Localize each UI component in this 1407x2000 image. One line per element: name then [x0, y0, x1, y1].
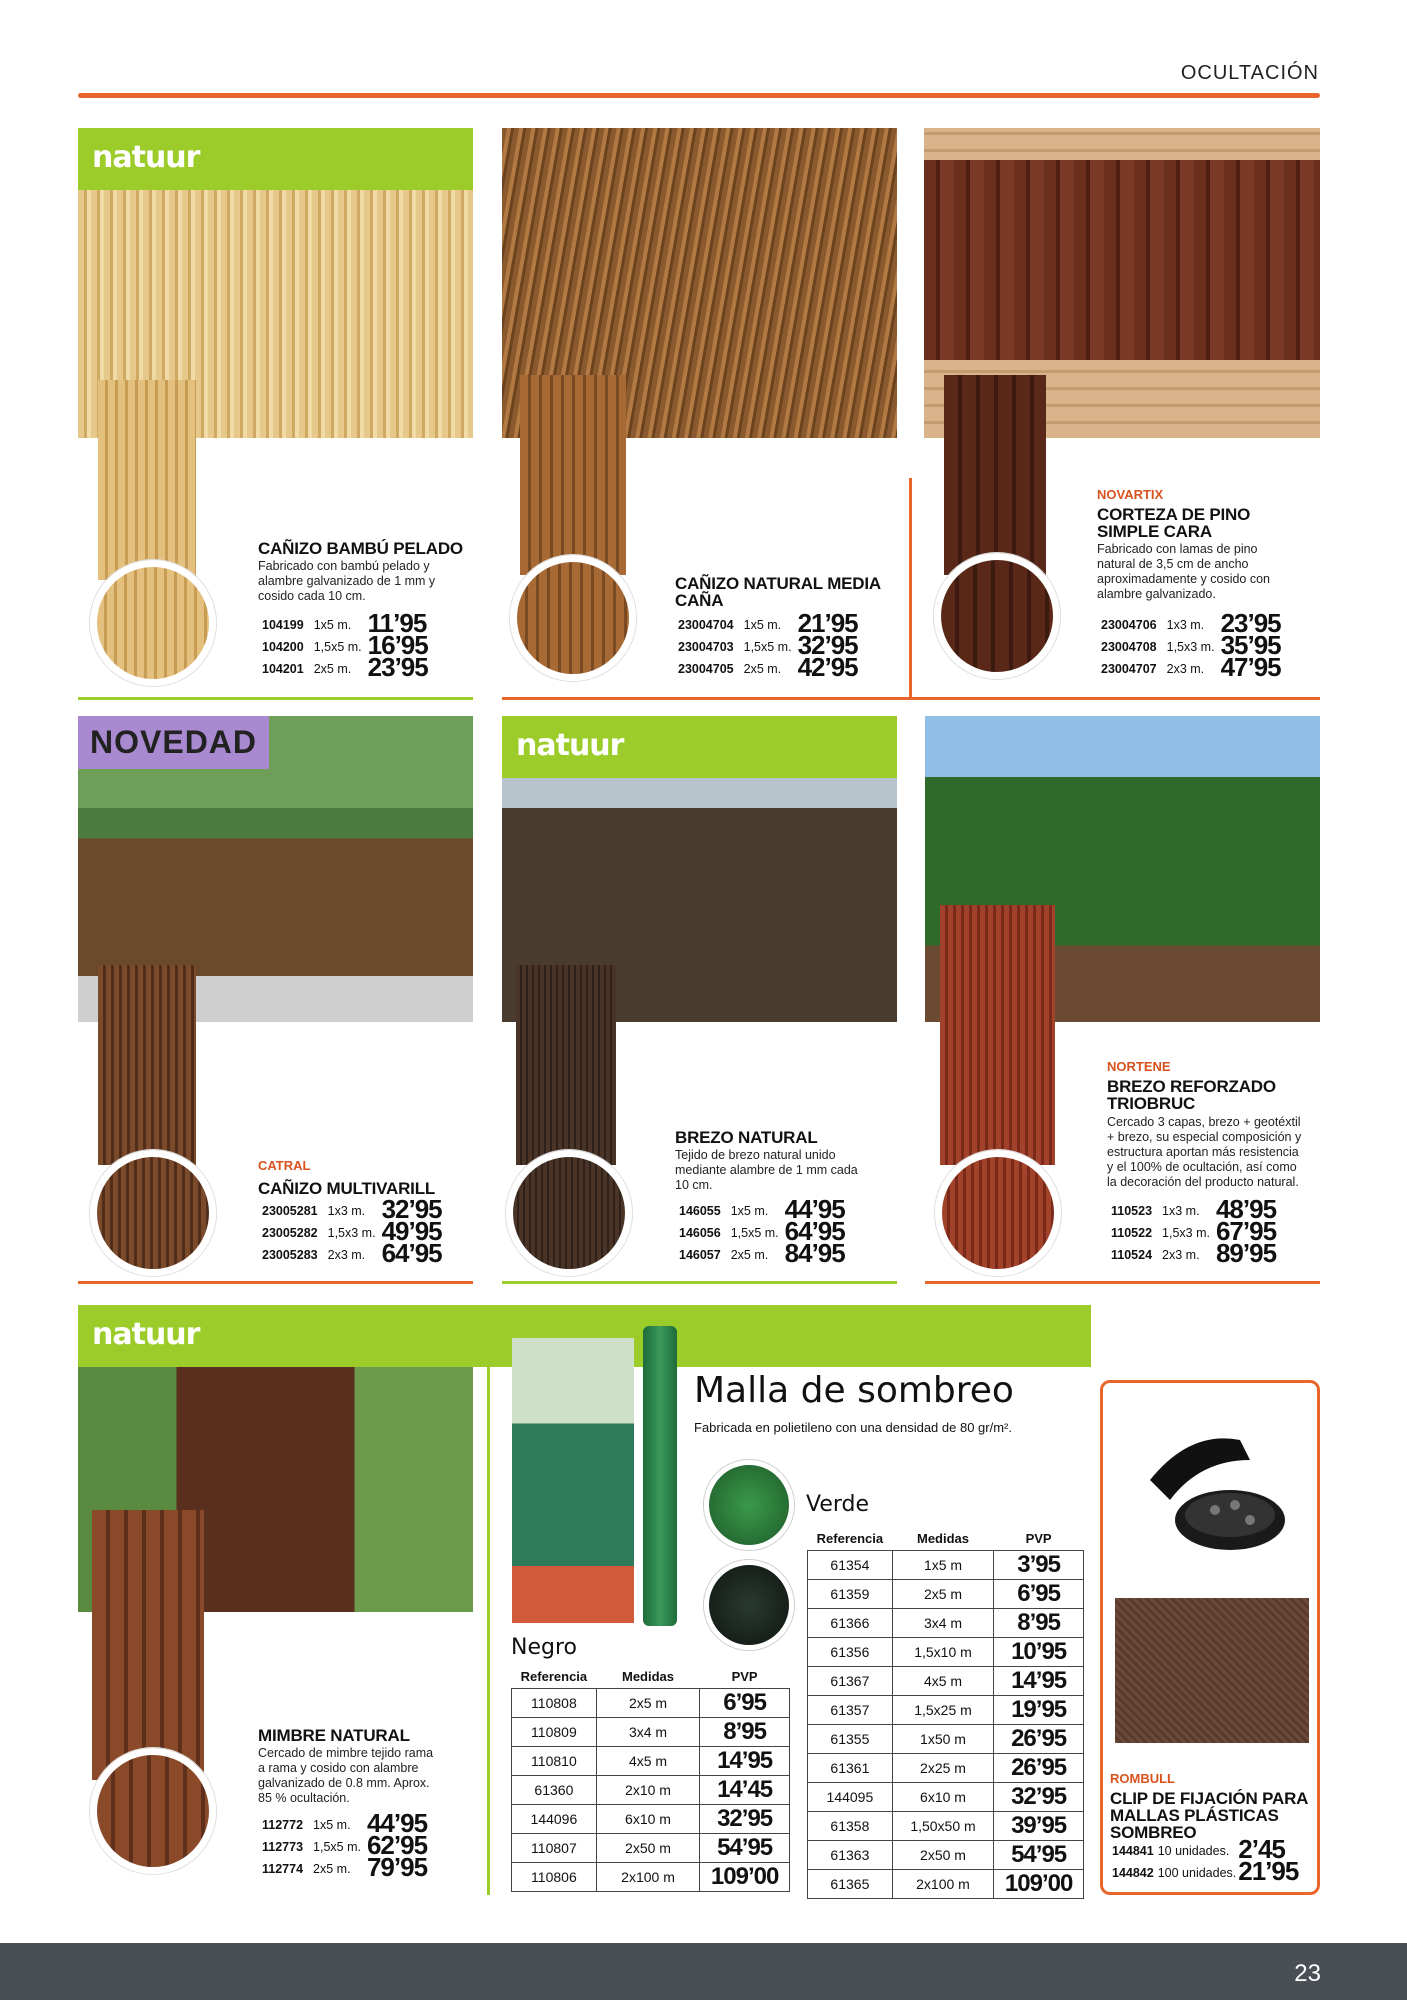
desc-line: 85 % ocultación.: [258, 1791, 350, 1805]
price: 67’95: [1215, 1216, 1277, 1246]
desc-line: aproximadamente y cosido con: [1097, 572, 1271, 586]
size: 1x5 m.: [313, 618, 352, 632]
ref: 146056: [679, 1226, 721, 1240]
maker-label: ROMBULL: [1110, 1771, 1175, 1786]
cell-ref: 61365: [808, 1869, 893, 1898]
natuur-logo: natuur: [516, 728, 624, 763]
cell-ref: 61363: [808, 1840, 893, 1869]
divider: [925, 1281, 1320, 1284]
ref: 23005282: [262, 1226, 318, 1240]
cell-size: 4x5 m: [596, 1746, 699, 1775]
col-header: Referencia: [520, 1669, 588, 1685]
cell-size: 1,5x25 m: [892, 1695, 993, 1724]
maker-label: NORTENE: [1107, 1059, 1171, 1074]
cell-size: 3x4 m: [596, 1717, 699, 1746]
price: 32’95: [381, 1194, 442, 1224]
col-header: Medidas: [622, 1669, 675, 1685]
texture-swatch: [90, 1150, 216, 1276]
ref: 144842: [1112, 1866, 1154, 1880]
cell-ref: 61358: [808, 1811, 893, 1840]
price: 44’95: [784, 1194, 845, 1224]
roll-image: [520, 375, 626, 575]
price: 11’95: [367, 608, 427, 638]
ref: 104200: [262, 640, 304, 654]
price: 84’95: [784, 1238, 845, 1268]
cell-pvp: 32’95: [994, 1782, 1084, 1811]
price-table: [262, 608, 428, 682]
texture-swatch: [90, 560, 216, 686]
price: 16’95: [367, 630, 428, 660]
price-table: [1112, 1834, 1299, 1886]
roll-image: [98, 965, 196, 1165]
divider: [78, 697, 473, 700]
cell-ref: 61367: [808, 1666, 893, 1695]
desc-line: Fabricado con bambú pelado y: [258, 559, 430, 573]
table-row: [808, 1608, 1084, 1637]
desc-line: estructura aportan más resistencia: [1107, 1145, 1299, 1159]
table-row: [808, 1724, 1084, 1753]
cell-pvp: 6’95: [700, 1688, 790, 1717]
table-row: [808, 1782, 1084, 1811]
table-row: [512, 1775, 790, 1804]
cell-ref: 110809: [512, 1717, 597, 1746]
ref: 23004707: [1101, 662, 1157, 676]
cell-ref: 110806: [512, 1862, 597, 1891]
verde-table: [807, 1528, 1084, 1899]
table-header: [512, 1666, 790, 1688]
cell-size: 1,50x50 m: [892, 1811, 993, 1840]
natuur-logo: natuur: [92, 1317, 200, 1352]
price: 42’95: [797, 652, 858, 682]
table-row: [808, 1840, 1084, 1869]
cell-ref: 110810: [512, 1746, 597, 1775]
size: 1x5 m.: [313, 1818, 351, 1832]
price-table: [262, 1808, 428, 1882]
price-row: [1112, 1860, 1298, 1882]
size: 2x3 m.: [327, 1248, 366, 1262]
size: 1,5x5 m.: [730, 1226, 779, 1240]
table-row: [808, 1869, 1084, 1898]
ref: 23004706: [1101, 618, 1157, 632]
col-header: Medidas: [916, 1531, 969, 1547]
price: 21’95: [797, 608, 858, 638]
verde-label: Verde: [806, 1492, 870, 1517]
price-table: [1111, 1194, 1277, 1268]
cell-pvp: 32’95: [700, 1804, 790, 1833]
cell-ref: 61361: [808, 1753, 893, 1782]
cell-pvp: 26’95: [994, 1753, 1084, 1782]
desc-line: 10 cm.: [675, 1178, 713, 1192]
price: 2’45: [1238, 1834, 1285, 1864]
cell-size: 2x50 m: [596, 1833, 699, 1862]
cell-size: 1,5x10 m: [892, 1637, 993, 1666]
section-title: OCULTACIÓN: [1180, 62, 1319, 84]
ref: 144841: [1112, 1844, 1154, 1858]
table-row: [808, 1811, 1084, 1840]
negro-label: Negro: [511, 1635, 577, 1660]
price: 32’95: [797, 630, 858, 660]
product-desc: [258, 559, 468, 604]
table-row: [512, 1804, 790, 1833]
ref: 110524: [1111, 1248, 1153, 1262]
cell-ref: 61354: [808, 1550, 893, 1579]
size: 10 unidades.: [1157, 1844, 1230, 1858]
cell-size: 2x50 m: [892, 1840, 993, 1869]
cell-pvp: 19’95: [994, 1695, 1084, 1724]
price: 49’95: [381, 1216, 442, 1246]
cell-pvp: 3’95: [994, 1550, 1084, 1579]
maker-label: NOVARTIX: [1097, 487, 1164, 502]
table-row: [808, 1579, 1084, 1608]
size: 1x3 m.: [1162, 1204, 1200, 1218]
cell-size: 2x25 m: [892, 1753, 993, 1782]
cell-pvp: 109’00: [994, 1869, 1084, 1898]
desc-line: natural de 3,5 cm de ancho: [1097, 557, 1249, 571]
table-row: [808, 1753, 1084, 1782]
desc-line: a rama y cosido con alambre: [258, 1761, 419, 1775]
texture-swatch: [935, 1150, 1061, 1276]
roll-image: [92, 1510, 204, 1780]
ref: 23005281: [262, 1204, 318, 1218]
desc-line: Cercado 3 capas, brezo + geotéxtil: [1107, 1115, 1301, 1129]
product-title: BREZO REFORZADO TRIOBRUC: [1107, 1077, 1276, 1113]
texture-swatch: [934, 553, 1060, 679]
size: 1,5x5 m.: [313, 640, 362, 654]
roll-image: [944, 375, 1046, 575]
product-desc: [1107, 1115, 1322, 1190]
cell-pvp: 109’00: [700, 1862, 790, 1891]
roll-image: [940, 905, 1055, 1165]
desc-line: la decoración del producto natural.: [1107, 1175, 1299, 1189]
price-row: [262, 656, 428, 678]
price: 23’95: [367, 652, 428, 682]
size: 1,5x5 m.: [743, 640, 792, 654]
table-row: [512, 1862, 790, 1891]
cell-pvp: 54’95: [994, 1840, 1084, 1869]
product-title: CORTEZA DE PINO SIMPLE CARA: [1097, 505, 1251, 541]
cell-size: 2x100 m: [596, 1862, 699, 1891]
size: 1x3 m.: [1166, 618, 1205, 632]
divider: [502, 697, 1320, 700]
clip-icon: [1130, 1420, 1290, 1570]
natuur-logo: natuur: [92, 140, 200, 175]
cell-pvp: 26’95: [994, 1724, 1084, 1753]
table-row: [808, 1666, 1084, 1695]
size: 1,5x3 m.: [327, 1226, 376, 1240]
maker-label: CATRAL: [258, 1158, 311, 1173]
cell-pvp: 14’95: [994, 1666, 1084, 1695]
ref: 23005283: [262, 1248, 318, 1262]
desc-line: mediante alambre de 1 mm cada: [675, 1163, 858, 1177]
product-title: CLIP DE FIJACIÓN PARA MALLAS PLÁSTICAS SOMBREO: [1110, 1789, 1308, 1842]
price: 47’95: [1220, 652, 1281, 682]
size: 2x3 m.: [1162, 1248, 1200, 1262]
divider: [909, 478, 912, 698]
roll-image: [516, 965, 616, 1165]
price-table: [679, 1194, 845, 1268]
desc-line: Tejido de brezo natural unido: [675, 1148, 836, 1162]
desc-line: y el 100% de ocultación, así como: [1107, 1160, 1297, 1174]
price-row: [679, 1242, 845, 1264]
divider: [78, 1281, 473, 1284]
cell-ref: 61356: [808, 1637, 893, 1666]
cell-size: 2x100 m: [892, 1869, 993, 1898]
size: 2x3 m.: [1166, 662, 1205, 676]
size: 2x5 m.: [313, 662, 352, 676]
cell-size: 2x5 m: [892, 1579, 993, 1608]
novedad-badge: NOVEDAD: [78, 716, 269, 769]
table-row: [512, 1833, 790, 1862]
ref: 112772: [262, 1818, 304, 1832]
natuur-banner: [502, 716, 897, 778]
roll-image: [98, 380, 196, 580]
price: 48’95: [1215, 1194, 1277, 1224]
cell-size: 2x10 m: [596, 1775, 699, 1804]
divider: [487, 1367, 490, 1895]
texture-swatch: [506, 1150, 632, 1276]
table-header: [808, 1528, 1084, 1550]
cell-pvp: 14’95: [700, 1746, 790, 1775]
black-swatch: [704, 1560, 794, 1650]
cell-pvp: 39’95: [994, 1811, 1084, 1840]
size: 1,5x3 m.: [1166, 640, 1215, 654]
cell-ref: 61366: [808, 1608, 893, 1637]
desc-line: alambre galvanizado de 1 mm y: [258, 574, 436, 588]
price: 35’95: [1220, 630, 1281, 660]
cell-pvp: 8’95: [700, 1717, 790, 1746]
cell-pvp: 6’95: [994, 1579, 1084, 1608]
ref: 146055: [679, 1204, 721, 1218]
ref: 110522: [1111, 1226, 1153, 1240]
table-row: [808, 1695, 1084, 1724]
size: 1x3 m.: [327, 1204, 366, 1218]
product-title: MIMBRE NATURAL: [258, 1726, 410, 1745]
col-header: Referencia: [816, 1531, 884, 1547]
desc-line: Cercado de mimbre tejido rama: [258, 1746, 434, 1760]
col-header: PVP: [731, 1669, 758, 1685]
ref: 23004704: [678, 618, 734, 632]
product-desc: [1097, 542, 1307, 602]
cell-pvp: 54’95: [700, 1833, 790, 1862]
price: 21’95: [1238, 1856, 1299, 1886]
price-row: [262, 1856, 427, 1878]
cell-ref: 144095: [808, 1782, 893, 1811]
price-table: [262, 1194, 442, 1268]
ref: 104199: [262, 618, 304, 632]
header-rule: [78, 93, 1320, 98]
texture-swatch: [510, 555, 636, 681]
product-title: CAÑIZO BAMBÚ PELADO: [258, 539, 463, 558]
malla-photo: [512, 1338, 634, 1623]
divider: [502, 1281, 897, 1284]
desc-line: + brezo, su especial composición y: [1107, 1130, 1302, 1144]
ref: 112773: [262, 1840, 304, 1854]
cell-size: 2x5 m: [596, 1688, 699, 1717]
cell-pvp: 8’95: [994, 1608, 1084, 1637]
ref: 23004703: [678, 640, 734, 654]
green-swatch: [704, 1460, 794, 1550]
cell-size: 4x5 m: [892, 1666, 993, 1695]
table-row: [512, 1746, 790, 1775]
price: 79’95: [366, 1852, 428, 1882]
cell-pvp: 10’95: [994, 1637, 1084, 1666]
cell-size: 6x10 m: [596, 1804, 699, 1833]
cell-size: 1x5 m: [892, 1550, 993, 1579]
price: 64’95: [784, 1216, 845, 1246]
product-title: CAÑIZO MULTIVARILL: [258, 1179, 436, 1198]
clip-usage-photo: [1115, 1598, 1309, 1743]
malla-roll-image: [643, 1326, 677, 1626]
size: 2x5 m.: [743, 662, 782, 676]
size: 2x5 m.: [730, 1248, 769, 1262]
price: 89’95: [1215, 1238, 1277, 1268]
cell-ref: 110808: [512, 1688, 597, 1717]
table-row: [808, 1550, 1084, 1579]
desc-line: Fabricado con lamas de pino: [1097, 542, 1258, 556]
cell-size: 6x10 m: [892, 1782, 993, 1811]
price-table: [1101, 608, 1281, 682]
table-row: [808, 1637, 1084, 1666]
cell-ref: 110807: [512, 1833, 597, 1862]
ref: 104201: [262, 662, 304, 676]
size: 1,5x3 m.: [1162, 1226, 1210, 1240]
cell-ref: 61355: [808, 1724, 893, 1753]
price-row: [678, 656, 858, 678]
fence-panel: [924, 160, 1320, 360]
price-row: [262, 1242, 442, 1264]
table-row: [512, 1688, 790, 1717]
size: 1,5x5 m.: [313, 1840, 361, 1854]
price: 62’95: [366, 1830, 428, 1860]
col-header: PVP: [1025, 1531, 1052, 1547]
ref: 23004708: [1101, 640, 1157, 654]
malla-desc: Fabricada en polietileno con una densidad de 80 gr/m².: [694, 1420, 1012, 1435]
cell-pvp: 14’45: [700, 1775, 790, 1804]
product-title: BREZO NATURAL: [675, 1128, 818, 1147]
texture-swatch: [90, 1748, 216, 1874]
price-table: [678, 608, 858, 682]
size: 1x5 m.: [743, 618, 782, 632]
price: 64’95: [381, 1238, 442, 1268]
ref: 112774: [262, 1862, 304, 1876]
product-title: CAÑIZO NATURAL MEDIA CAÑA: [675, 574, 881, 610]
negro-table: [511, 1666, 790, 1892]
footer-bar: [0, 1943, 1407, 2000]
product-desc: [675, 1148, 885, 1193]
malla-title: Malla de sombreo: [694, 1370, 1014, 1411]
price: 44’95: [366, 1808, 428, 1838]
price-row: [1111, 1242, 1276, 1264]
product-desc: [258, 1746, 468, 1806]
desc-line: cosido cada 10 cm.: [258, 589, 366, 603]
desc-line: galvanizado de 0.8 mm. Aprox.: [258, 1776, 430, 1790]
price: 23’95: [1220, 608, 1281, 638]
desc-line: alambre galvanizado.: [1097, 587, 1216, 601]
ref: 110523: [1111, 1204, 1153, 1218]
ref: 146057: [679, 1248, 721, 1262]
size: 1x5 m.: [730, 1204, 769, 1218]
cell-ref: 61357: [808, 1695, 893, 1724]
cell-ref: 61359: [808, 1579, 893, 1608]
cell-size: 1x50 m: [892, 1724, 993, 1753]
page-number: 23: [1294, 1960, 1321, 1987]
cell-ref: 144096: [512, 1804, 597, 1833]
price-row: [1101, 656, 1281, 678]
cell-size: 3x4 m: [892, 1608, 993, 1637]
clip-product-image: [1130, 1420, 1290, 1570]
size: 2x5 m.: [313, 1862, 351, 1876]
cell-ref: 61360: [512, 1775, 597, 1804]
size: 100 unidades.: [1157, 1866, 1237, 1880]
table-row: [512, 1717, 790, 1746]
natuur-banner: [78, 128, 473, 190]
ref: 23004705: [678, 662, 734, 676]
